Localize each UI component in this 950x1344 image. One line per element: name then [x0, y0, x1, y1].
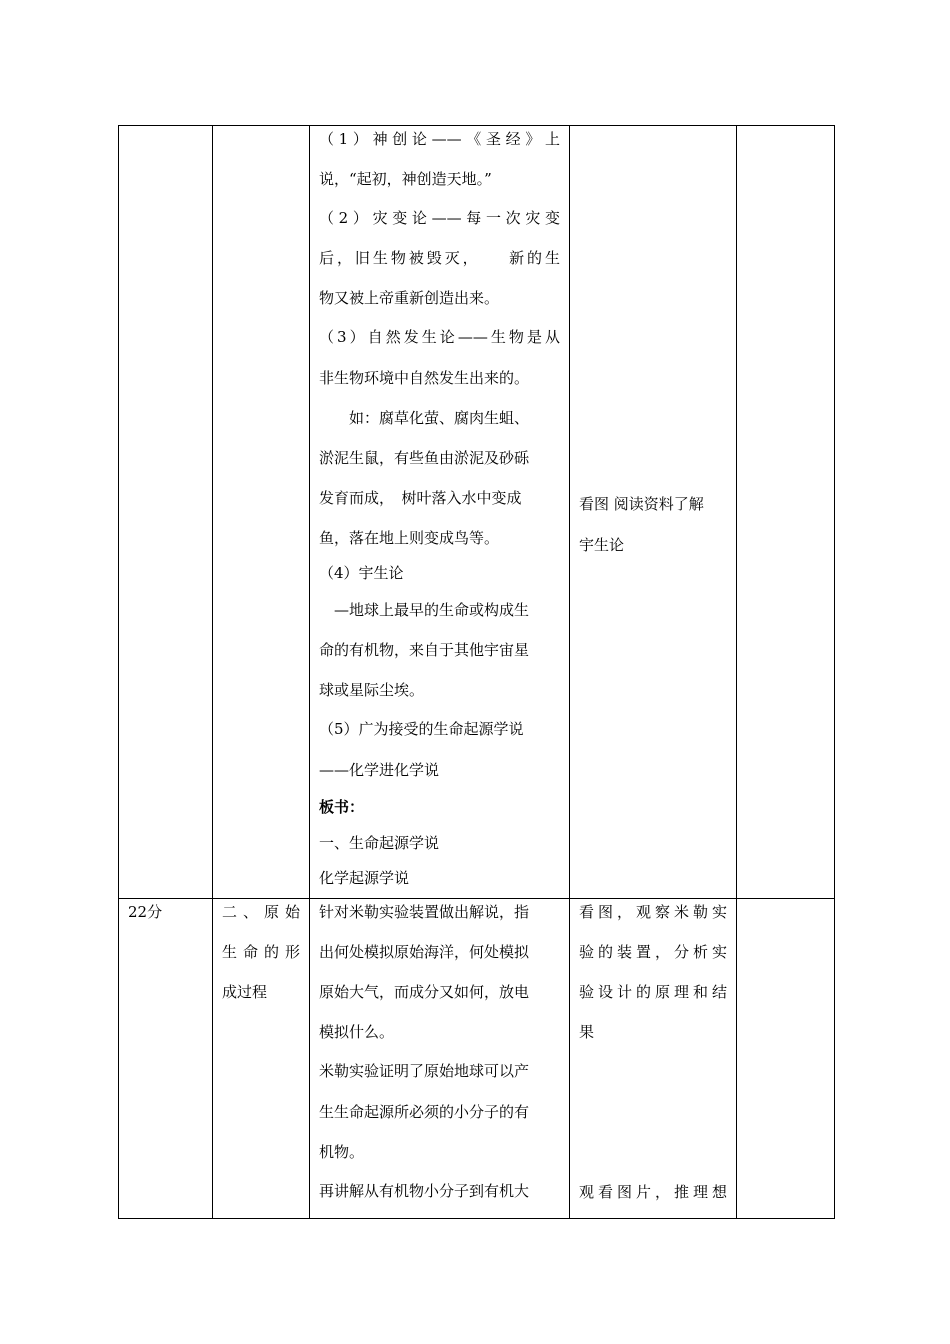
- content-line: —地球上最早的生命或构成生: [319, 601, 530, 619]
- content-line: 发育而成， 树叶落入水中变成: [319, 489, 522, 507]
- teacher-activity-cell: [310, 899, 570, 1219]
- student-line: 验设计的原理和结: [579, 983, 727, 1001]
- content-line: 说，“起初，神创造天地。”: [319, 170, 492, 188]
- student-activity-cell: [570, 899, 737, 1219]
- stage-line: 生命的形: [222, 943, 300, 961]
- table-row: [119, 899, 835, 1219]
- content-line: 生生命起源所必须的小分子的有: [319, 1103, 530, 1121]
- time-value: 22分: [128, 903, 163, 921]
- stage-cell: [213, 899, 310, 1219]
- content-line: （4）宇生论: [319, 564, 404, 582]
- content-line: （3）自然发生论——生物是从: [319, 328, 560, 346]
- board-heading: 板书：: [319, 798, 365, 816]
- content-line: 模拟什么。: [319, 1023, 395, 1041]
- student-line: 验的装置，分析实: [579, 943, 727, 961]
- content-line: 物又被上帝重新创造出来。: [319, 289, 500, 307]
- content-line: 非生物环境中自然发生出来的。: [319, 369, 530, 387]
- content-line: 一、生命起源学说: [319, 834, 440, 852]
- time-cell: [119, 899, 213, 1219]
- student-line: 看图，观察米勒实: [579, 903, 727, 921]
- student-line: 宇生论: [579, 536, 625, 554]
- content-line: 再讲解从有机物小分子到有机大: [319, 1182, 530, 1200]
- student-line: 果: [579, 1023, 595, 1041]
- content-line: 球或星际尘埃。: [319, 681, 425, 699]
- content-line: 米勒实验证明了原始地球可以产: [319, 1062, 530, 1080]
- time-cell: [119, 126, 213, 899]
- content-line: 出何处模拟原始海洋，何处模拟: [319, 943, 530, 961]
- lesson-plan-table: [118, 125, 835, 1219]
- content-line: 命的有机物，来自于其他宇宙星: [319, 641, 530, 659]
- notes-cell: [737, 899, 835, 1219]
- stage-line: 成过程: [222, 983, 268, 1001]
- content-line: 如：腐草化萤、腐肉生蛆、: [319, 409, 530, 427]
- student-line: 看图 阅读资料了解: [579, 495, 704, 513]
- content-line: 机物。: [319, 1143, 365, 1161]
- content-line: 原始大气，而成分又如何，放电: [319, 983, 530, 1001]
- notes-cell: [737, 126, 835, 899]
- stage-line: 二、原始: [222, 903, 300, 921]
- content-line: （2）灾变论——每一次灾变: [319, 209, 560, 227]
- stage-cell: [213, 126, 310, 899]
- student-activity-cell: [570, 126, 737, 899]
- table-row: [119, 126, 835, 899]
- content-line: （1）神创论——《圣经》上: [319, 130, 560, 148]
- content-line: （5）广为接受的生命起源学说: [319, 720, 524, 738]
- content-line: ——化学进化学说: [319, 761, 440, 779]
- student-line: 观看图片，推理想: [579, 1183, 727, 1201]
- teacher-activity-cell: [310, 126, 570, 899]
- content-line: 化学起源学说: [319, 869, 410, 887]
- content-line: 鱼，落在地上则变成鸟等。: [319, 529, 500, 547]
- content-line: 后，旧生物被毁灭， 新的生: [319, 249, 560, 267]
- content-line: 针对米勒实验装置做出解说，指: [319, 903, 530, 921]
- content-line: 淤泥生鼠，有些鱼由淤泥及砂砾: [319, 449, 530, 467]
